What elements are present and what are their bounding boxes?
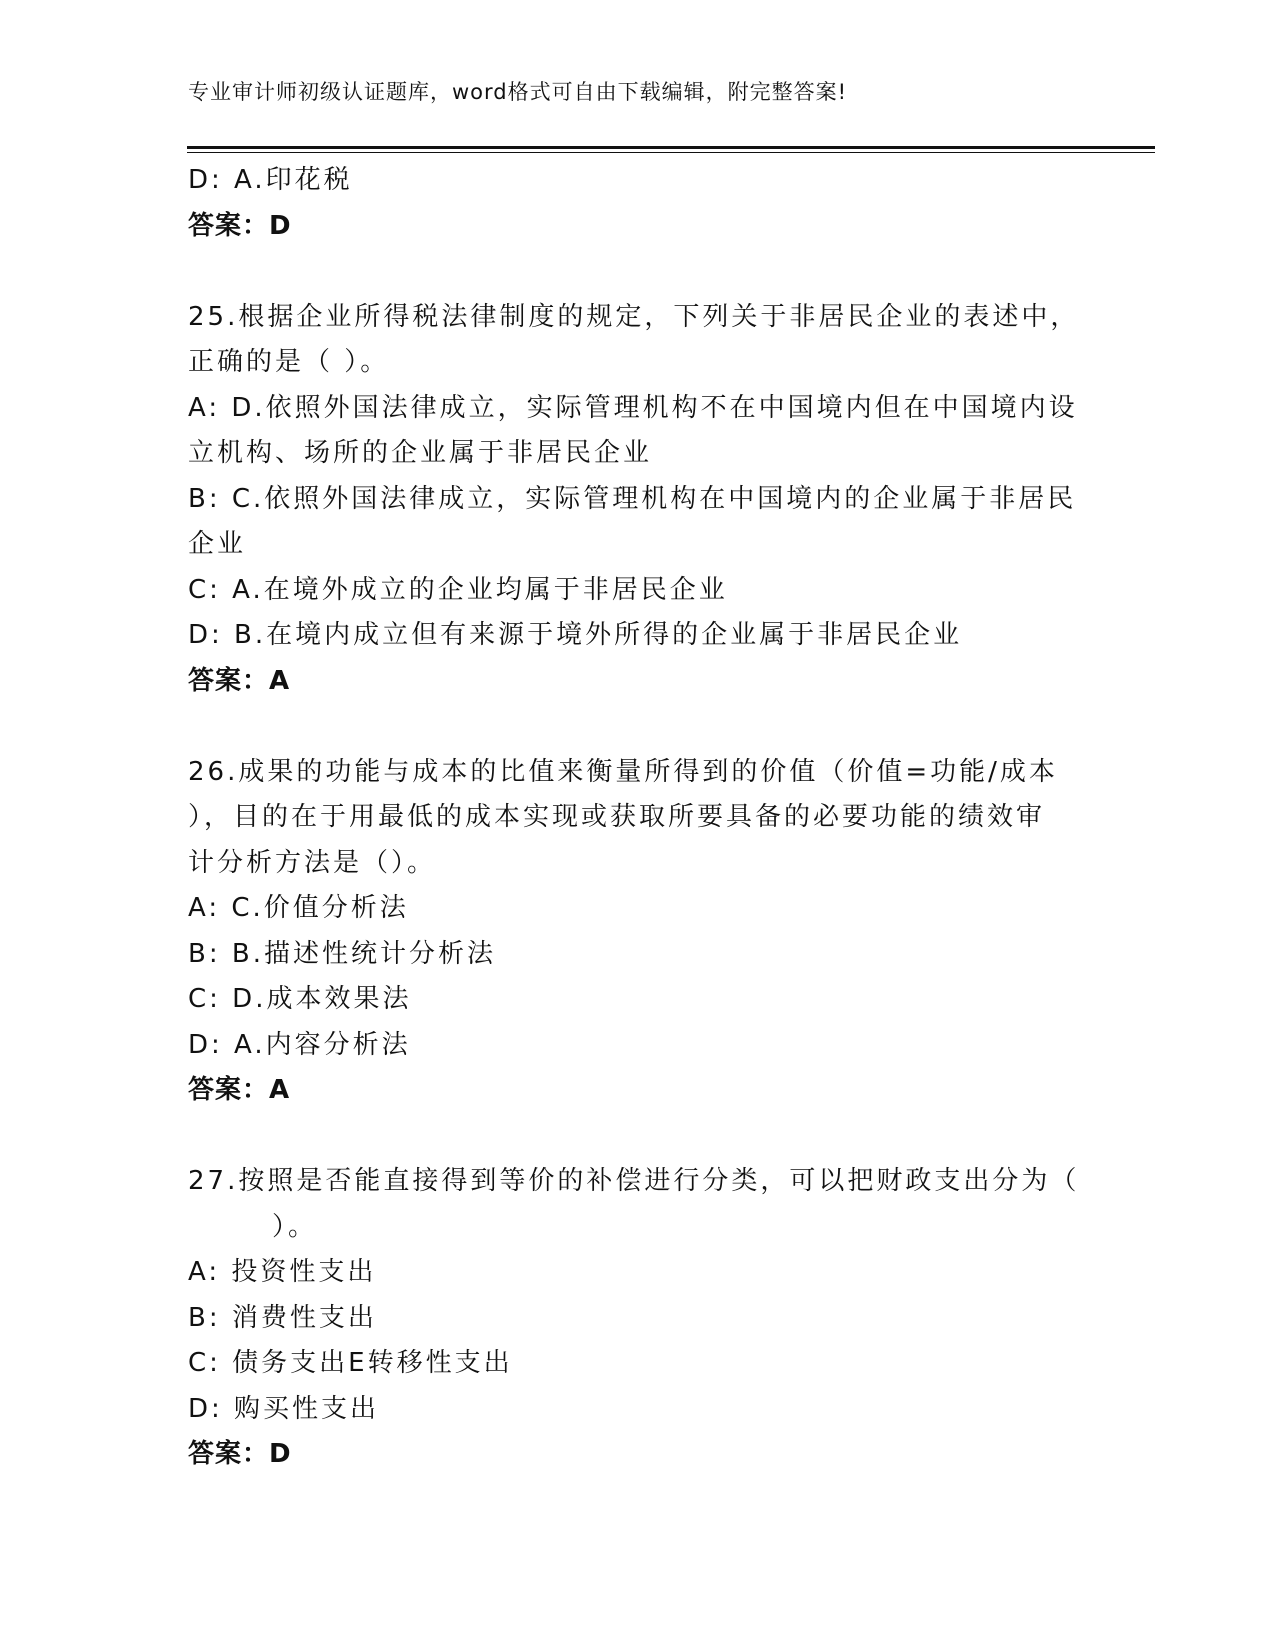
option-line: B: C.依照外国法律成立，实际管理机构在中国境内的企业属于非居民 xyxy=(188,483,1077,514)
question-27 xyxy=(188,1159,1088,1478)
question-content xyxy=(188,158,1088,1478)
option-line: C: 债务支出E转移性支出 xyxy=(188,1348,513,1378)
option-line: 立机构、场所的企业属于非居民企业 xyxy=(188,438,653,468)
spacer xyxy=(188,704,1088,750)
answer-line: 答案：D xyxy=(188,1439,292,1469)
option-line: A: D.依照外国法律成立，实际管理机构不在中国境内但在中国境内设 xyxy=(188,392,1078,423)
question-stem-line: ）。 xyxy=(272,1211,318,1242)
option-line: A: 投资性支出 xyxy=(188,1257,377,1287)
option-line: B: B.描述性统计分析法 xyxy=(188,938,496,969)
spacer xyxy=(188,1114,1088,1160)
option-line: D: A.印花税 xyxy=(188,165,353,195)
option-line: 企业 xyxy=(188,529,247,559)
option-line: D: 购买性支出 xyxy=(188,1393,380,1424)
header-rule-thick xyxy=(187,146,1155,149)
question-stem-line: 正确的是（ ）。 xyxy=(188,347,390,377)
question-stem-line: 26.成果的功能与成本的比值来衡量所得到的价值（价值=功能/成本 xyxy=(188,756,1058,787)
question-stem-line: 27.按照是否能直接得到等价的补偿进行分类，可以把财政支出分为（ xyxy=(188,1166,1080,1196)
option-line: D: A.内容分析法 xyxy=(188,1029,411,1060)
question-stem-line: 25.根据企业所得税法律制度的规定，下列关于非居民企业的表述中， xyxy=(188,301,1080,332)
spacer xyxy=(188,249,1088,295)
page-header: 专业审计师初级认证题库，word格式可自由下载编辑，附完整答案! xyxy=(188,80,848,104)
question-stem-line: ），目的在于用最低的成本实现或获取所要具备的必要功能的绩效审 xyxy=(188,802,1046,832)
answer-line: 答案：D xyxy=(188,210,292,241)
question-26 xyxy=(188,750,1088,1114)
question-25 xyxy=(188,295,1088,705)
option-line: C: A.在境外成立的企业均属于非居民企业 xyxy=(188,574,728,605)
option-line: D: B.在境内成立但有来源于境外所得的企业属于非居民企业 xyxy=(188,620,963,650)
header-rule-thin xyxy=(187,152,1155,153)
option-line: A: C.价值分析法 xyxy=(188,893,409,923)
option-line: B: 消费性支出 xyxy=(188,1302,377,1333)
answer-line: 答案：A xyxy=(188,665,291,696)
option-line: C: D.成本效果法 xyxy=(188,984,412,1014)
question-stem-line: 计分析方法是（）。 xyxy=(188,847,437,878)
answer-line: 答案：A xyxy=(188,1075,291,1105)
